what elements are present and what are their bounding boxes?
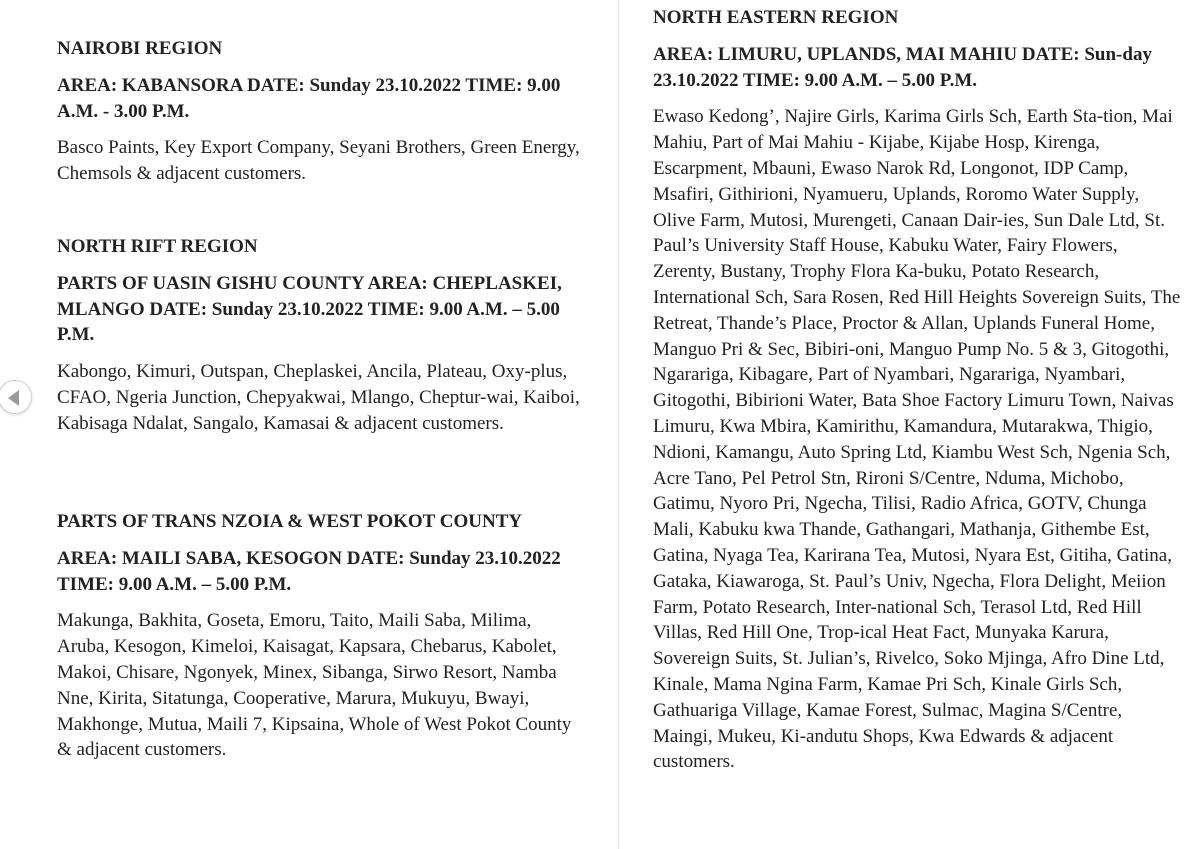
schedule-heading: AREA: KABANSORA DATE: Sunday 23.10.2022 TIME: 9.00 A.M. - 3.00 P.M.	[57, 74, 561, 122]
column-divider	[618, 0, 619, 849]
region-heading: NAIROBI REGION	[57, 38, 223, 59]
chevron-left-icon	[8, 390, 19, 406]
region-heading: PARTS OF TRANS NZOIA & WEST POKOT COUNTY	[57, 511, 523, 532]
trans-nzoia-section	[57, 509, 582, 763]
north-eastern-section	[653, 5, 1183, 775]
north-rift-section	[57, 234, 582, 437]
previous-page-button[interactable]	[0, 380, 32, 414]
schedule-heading: AREA: LIMURU, UPLANDS, MAI MAHIU DATE: Sun-day 23.10.2022 TIME: 9.00 A.M. – 5.00 P.M.	[653, 43, 1152, 91]
affected-customers: Makunga, Bakhita, Goseta, Emoru, Taito, Maili Saba, Milima, Aruba, Kesogon, Kimeloi, Kaisagat, Kapsara, Chebarus, Kabolet, Makoi, Chisare, Ngonyek, Minex, Sibanga, Sirwo Resort, Namba Nne, Kirita, Sitatunga, Cooperative, Marura, Mukuyu, Bwayi, Makhonge, Mutua, Maili 7, Kipsaina, Whole of West Pokot County & adjacent customers.	[57, 610, 572, 761]
affected-customers: Basco Paints, Key Export Company, Seyani Brothers, Green Energy, Chemsols & adjacent customers.	[57, 137, 580, 185]
nairobi-section	[57, 36, 582, 187]
region-heading: NORTH EASTERN REGION	[653, 7, 899, 28]
affected-customers: Kabongo, Kimuri, Outspan, Cheplaskei, Ancila, Plateau, Oxy-plus, CFAO, Ngeria Junction, Chepyakwai, Mlango, Cheptur-wai, Kaiboi, Kabisaga Ndalat, Sangalo, Kamasai & adjacent customers.	[57, 361, 580, 434]
affected-customers: Ewaso Kedong’, Najire Girls, Karima Girls Sch, Earth Sta-tion, Mai Mahiu, Part of Mai Mahiu - Kijabe, Kijabe Hosp, Kirenga, Escarpment, Mbauni, Ewaso Narok Rd, Longonot, IDP Camp, Msafiri, Githirioni, Nyamueru, Uplands, Roromo Water Supply, Olive Farm, Mutosi, Murengeti, Canaan Dair-ies, Sun Dale Ltd, St. Paul’s University Staff House, Kabuku Water, Fairy Flowers, Zerenty, Bustany, Trophy Flora Ka-buku, Potato Research, International Sch, Sara Rosen, Red Hill Heights Sovereign Suits, The Retreat, Thande’s Place, Proctor & Allan, Uplands Funeral Home, Manguo Pri & Sec, Bibiri-oni, Manguo Pump No. 5 & 3, Gitogothi, Ngarariga, Kibagare, Part of Nyambari, Ngarariga, Nyambari, Gitogothi, Bibirioni Water, Bata Shoe Factory Limuru Town, Naivas Limuru, Kwa Mbira, Kamirithu, Kamandura, Mutarakwa, Thigio, Ndioni, Kamangu, Auto Spring Ltd, Kiambu West Sch, Ngenia Sch, Acre Tano, Pel Petrol Stn, Rironi S/Centre, Nduma, Michobo, Gatimu, Nyoro Pri, Ngecha, Tilisi, Radio Africa, GOTV, Chunga Mali, Kabuku kwa Thande, Gathangari, Mathanja, Githembe Est, Gatina, Nyaga Tea, Karirana Tea, Mutosi, Nyara Est, Gitiha, Gatina, Gataka, Kiawaroga, St. Paul’s Univ, Ngecha, Flora Delight, Meiion Farm, Potato Research, Inter-national Sch, Terasol Ltd, Red Hill Villas, Red Hill One, Trop-ical Heat Fact, Munyaka Karura, Sovereign Suits, St. Julian’s, Rivelco, Soko Mjinga, Afro Dine Ltd, Kinale, Mama Ngina Farm, Kamae Pri Sch, Kinale Girls Sch, Gathuariga Village, Kamae Forest, Sulmac, Magina S/Centre, Maingi, Mukeu, Ki-andutu Shops, Kwa Edwards & adjacent customers.	[653, 106, 1181, 773]
schedule-heading: AREA: MAILI SABA, KESOGON DATE: Sunday 23.10.2022 TIME: 9.00 A.M. – 5.00 P.M.	[57, 547, 561, 595]
region-heading: NORTH RIFT REGION	[57, 236, 258, 257]
schedule-heading: PARTS OF UASIN GISHU COUNTY AREA: CHEPLASKEI, MLANGO DATE: Sunday 23.10.2022 TIME: 9.00 A.M. – 5.00 P.M.	[57, 272, 562, 346]
